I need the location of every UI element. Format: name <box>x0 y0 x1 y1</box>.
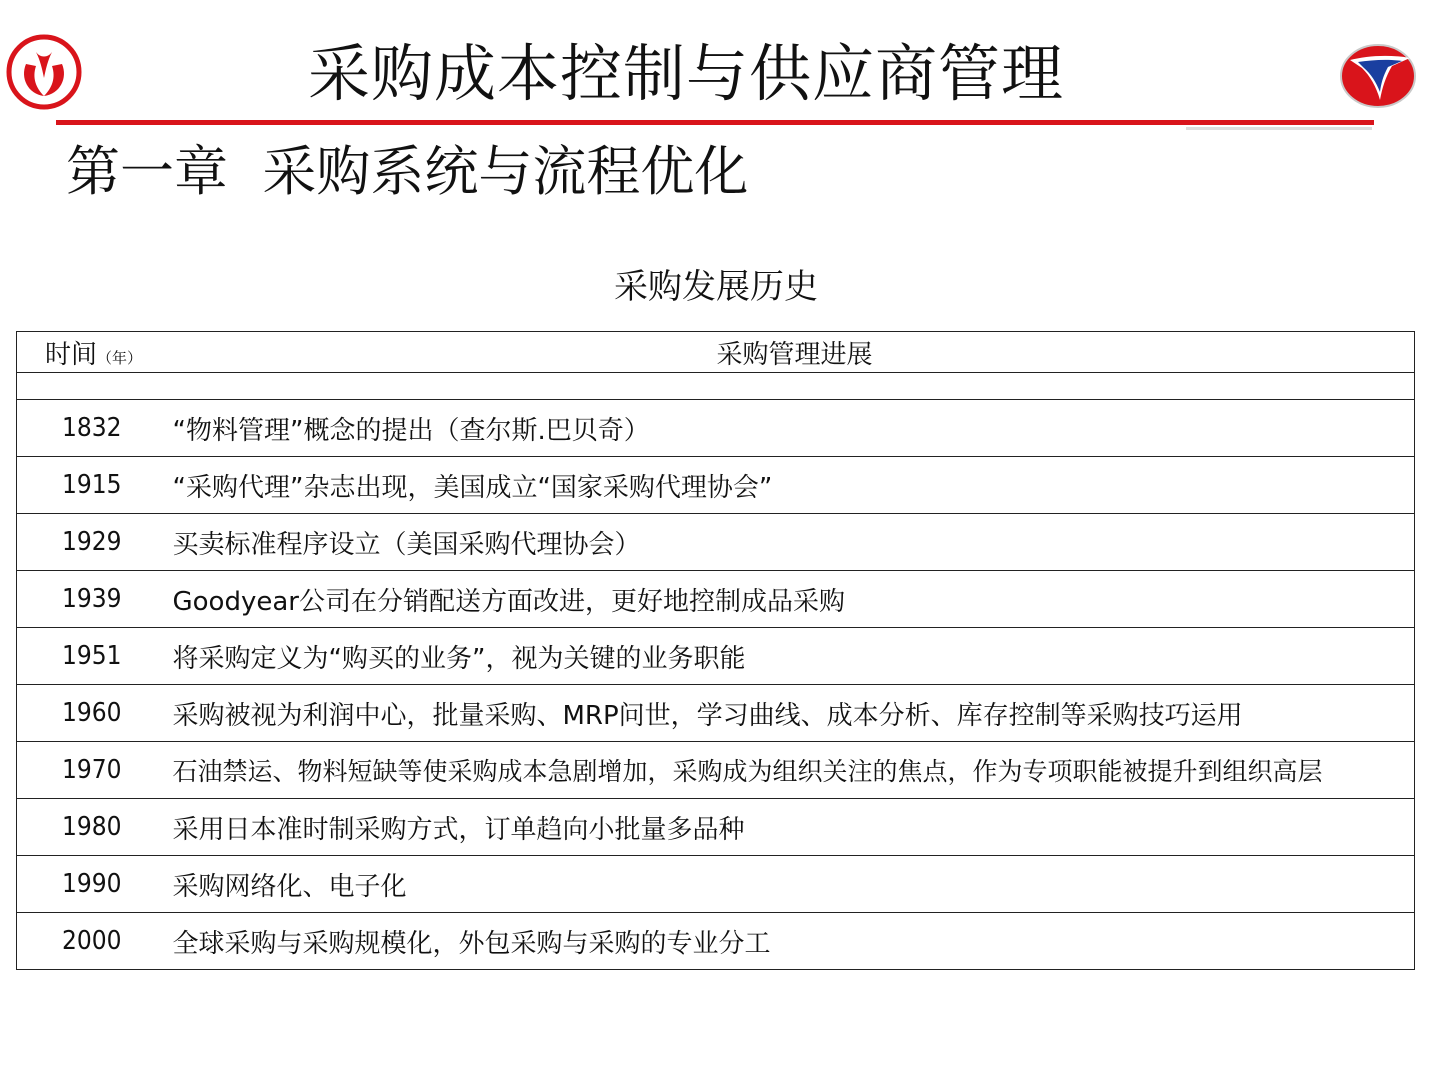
year-cell: 1990 <box>17 856 173 913</box>
year-cell: 1929 <box>17 514 173 571</box>
table-row <box>17 685 1415 742</box>
title-divider <box>56 120 1374 125</box>
table-row <box>17 742 1415 799</box>
year-cell: 2000 <box>17 913 173 970</box>
event-cell: 采购被视为利润中心，批量采购、MRP问世，学习曲线、成本分析、库存控制等采购技巧运用 <box>173 685 1415 742</box>
event-cell: “物料管理”概念的提出（查尔斯.巴贝奇） <box>173 400 1415 457</box>
table-header-row <box>17 332 1415 373</box>
year-cell: 1960 <box>17 685 173 742</box>
event-cell: 采用日本准时制采购方式，订单趋向小批量多品种 <box>173 799 1415 856</box>
section-title: 采购发展历史 <box>614 267 818 307</box>
year-cell: 1980 <box>17 799 173 856</box>
divider-shadow <box>1186 127 1372 130</box>
event-cell: 将采购定义为“购买的业务”，视为关键的业务职能 <box>173 628 1415 685</box>
year-cell: 1939 <box>17 571 173 628</box>
chapter-title: 第一章 采购系统与流程优化 <box>66 140 749 203</box>
table-row <box>17 913 1415 970</box>
column-header-time <box>17 332 173 373</box>
event-cell: Goodyear公司在分销配送方面改进，更好地控制成品采购 <box>173 571 1415 628</box>
year-cell: 1970 <box>17 742 173 799</box>
column-header-time-label: 时间 <box>45 339 98 370</box>
column-header-time-unit: （年） <box>97 348 143 367</box>
event-cell: 买卖标准程序设立（美国采购代理协会） <box>173 514 1415 571</box>
column-header-progress: 采购管理进展 <box>173 332 1415 373</box>
event-cell: 石油禁运、物料短缺等使采购成本急剧增加，采购成为组织关注的焦点，作为专项职能被提升到组织高层 <box>173 742 1415 799</box>
page-title: 采购成本控制与供应商管理 <box>307 37 1064 110</box>
brand-emblem-icon <box>1336 36 1420 112</box>
year-cell: 1915 <box>17 457 173 514</box>
table-row <box>17 856 1415 913</box>
table-row <box>17 628 1415 685</box>
event-cell: 采购网络化、电子化 <box>173 856 1415 913</box>
year-cell: 1951 <box>17 628 173 685</box>
event-cell: 全球采购与采购规模化，外包采购与采购的专业分工 <box>173 913 1415 970</box>
table-row <box>17 457 1415 514</box>
table-row <box>17 400 1415 457</box>
table-row <box>17 571 1415 628</box>
table-row <box>17 799 1415 856</box>
purchasing-history-table <box>16 331 1415 970</box>
spacer-row <box>17 373 1415 400</box>
year-cell: 1832 <box>17 400 173 457</box>
table-row <box>17 514 1415 571</box>
event-cell: “采购代理”杂志出现，美国成立“国家采购代理协会” <box>173 457 1415 514</box>
